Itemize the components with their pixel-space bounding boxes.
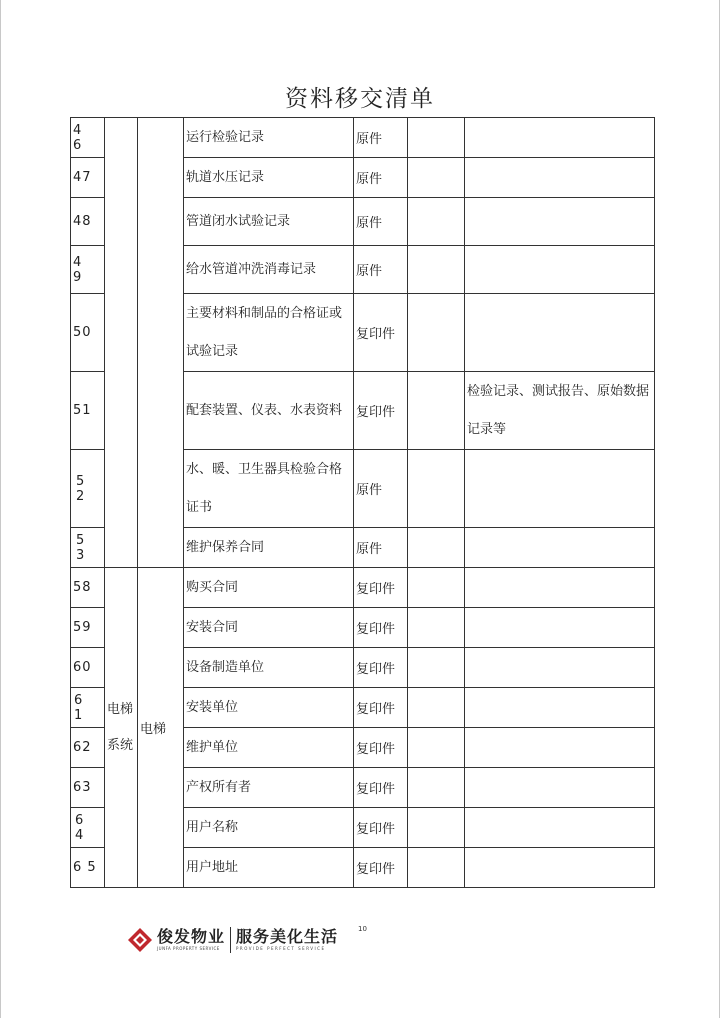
item-name: 购买合同 — [184, 568, 354, 608]
document-form: 原件 — [354, 450, 408, 528]
item-name: 安装单位 — [184, 688, 354, 728]
document-form: 原件 — [354, 198, 408, 246]
subsystem-label: 电梯 — [138, 568, 184, 888]
footer-divider — [230, 927, 231, 953]
row-number: 48 — [71, 198, 105, 246]
item-name: 管道闭水试验记录 — [184, 198, 354, 246]
row-number: 51 — [71, 372, 105, 450]
row-number: 6 5 — [71, 848, 105, 888]
company-logo-icon — [127, 927, 153, 953]
document-form: 原件 — [354, 246, 408, 294]
quantity-cell — [408, 568, 465, 608]
page-edge-left — [0, 0, 1, 1018]
remark-cell — [465, 198, 655, 246]
remark-cell — [465, 688, 655, 728]
remark-cell — [465, 450, 655, 528]
document-title: 资料移交清单 — [285, 86, 435, 112]
remark-cell — [465, 608, 655, 648]
quantity-cell — [408, 648, 465, 688]
brand-name-en: JUNFA PROPERTY SERVICE — [157, 946, 220, 951]
document-form: 原件 — [354, 528, 408, 568]
item-name: 产权所有者 — [184, 768, 354, 808]
row-number: 4 9 — [71, 246, 105, 294]
subsystem-cell-blank — [138, 118, 184, 568]
row-number: 6 4 — [71, 808, 105, 848]
remark-cell — [465, 568, 655, 608]
remark-cell — [465, 768, 655, 808]
row-number: 47 — [71, 158, 105, 198]
quantity-cell — [408, 198, 465, 246]
table-row — [71, 118, 655, 158]
quantity-cell — [408, 372, 465, 450]
system-cell-blank — [105, 118, 138, 568]
item-name: 运行检验记录 — [184, 118, 354, 158]
document-form: 复印件 — [354, 848, 408, 888]
document-form: 复印件 — [354, 648, 408, 688]
remark-cell — [465, 808, 655, 848]
remark-cell — [465, 848, 655, 888]
system-label: 电梯系统 — [105, 568, 138, 888]
document-form: 复印件 — [354, 768, 408, 808]
item-name: 安装合同 — [184, 608, 354, 648]
row-number: 58 — [71, 568, 105, 608]
item-name: 维护保养合同 — [184, 528, 354, 568]
quantity-cell — [408, 848, 465, 888]
quantity-cell — [408, 608, 465, 648]
item-name: 轨道水压记录 — [184, 158, 354, 198]
quantity-cell — [408, 246, 465, 294]
quantity-cell — [408, 528, 465, 568]
item-name: 用户名称 — [184, 808, 354, 848]
quantity-cell — [408, 450, 465, 528]
document-form: 复印件 — [354, 608, 408, 648]
row-number: 4 6 — [71, 118, 105, 158]
remark-cell — [465, 728, 655, 768]
brand-block — [157, 928, 225, 952]
quantity-cell — [408, 768, 465, 808]
row-number: 63 — [71, 768, 105, 808]
item-name: 设备制造单位 — [184, 648, 354, 688]
item-name: 水、暖、卫生器具检验合格证书 — [184, 450, 354, 528]
remark-cell — [465, 294, 655, 372]
document-form: 复印件 — [354, 808, 408, 848]
document-form: 复印件 — [354, 568, 408, 608]
quantity-cell — [408, 688, 465, 728]
remark-cell: 检验记录、测试报告、原始数据记录等 — [465, 372, 655, 450]
slogan-text: 服务美化生活 — [236, 927, 339, 946]
remark-cell — [465, 246, 655, 294]
item-name: 主要材料和制品的合格证或试验记录 — [184, 294, 354, 372]
slogan-block — [236, 928, 338, 952]
row-number: 60 — [71, 648, 105, 688]
row-number: 59 — [71, 608, 105, 648]
document-form: 原件 — [354, 158, 408, 198]
document-form: 复印件 — [354, 294, 408, 372]
item-name: 配套装置、仪表、水表资料 — [184, 372, 354, 450]
document-form: 复印件 — [354, 688, 408, 728]
remark-cell — [465, 528, 655, 568]
footer-branding — [127, 926, 338, 954]
row-number: 6 1 — [71, 688, 105, 728]
row-number: 5 3 — [71, 528, 105, 568]
quantity-cell — [408, 728, 465, 768]
quantity-cell — [408, 118, 465, 158]
quantity-cell — [408, 294, 465, 372]
brand-name: 俊发物业 — [157, 927, 226, 946]
row-number: 62 — [71, 728, 105, 768]
remark-cell — [465, 648, 655, 688]
table-row — [71, 568, 655, 608]
document-form: 复印件 — [354, 728, 408, 768]
quantity-cell — [408, 158, 465, 198]
handover-table — [70, 117, 655, 888]
item-name: 用户地址 — [184, 848, 354, 888]
row-number: 5 2 — [71, 450, 105, 528]
page-number: 10 — [358, 925, 367, 933]
document-form: 复印件 — [354, 372, 408, 450]
item-name: 维护单位 — [184, 728, 354, 768]
remark-cell — [465, 158, 655, 198]
remark-cell — [465, 118, 655, 158]
slogan-text-en: PROVIDE PERFECT SERVICE — [236, 946, 326, 951]
row-number: 50 — [71, 294, 105, 372]
quantity-cell — [408, 808, 465, 848]
item-name: 给水管道冲洗消毒记录 — [184, 246, 354, 294]
document-form: 原件 — [354, 118, 408, 158]
